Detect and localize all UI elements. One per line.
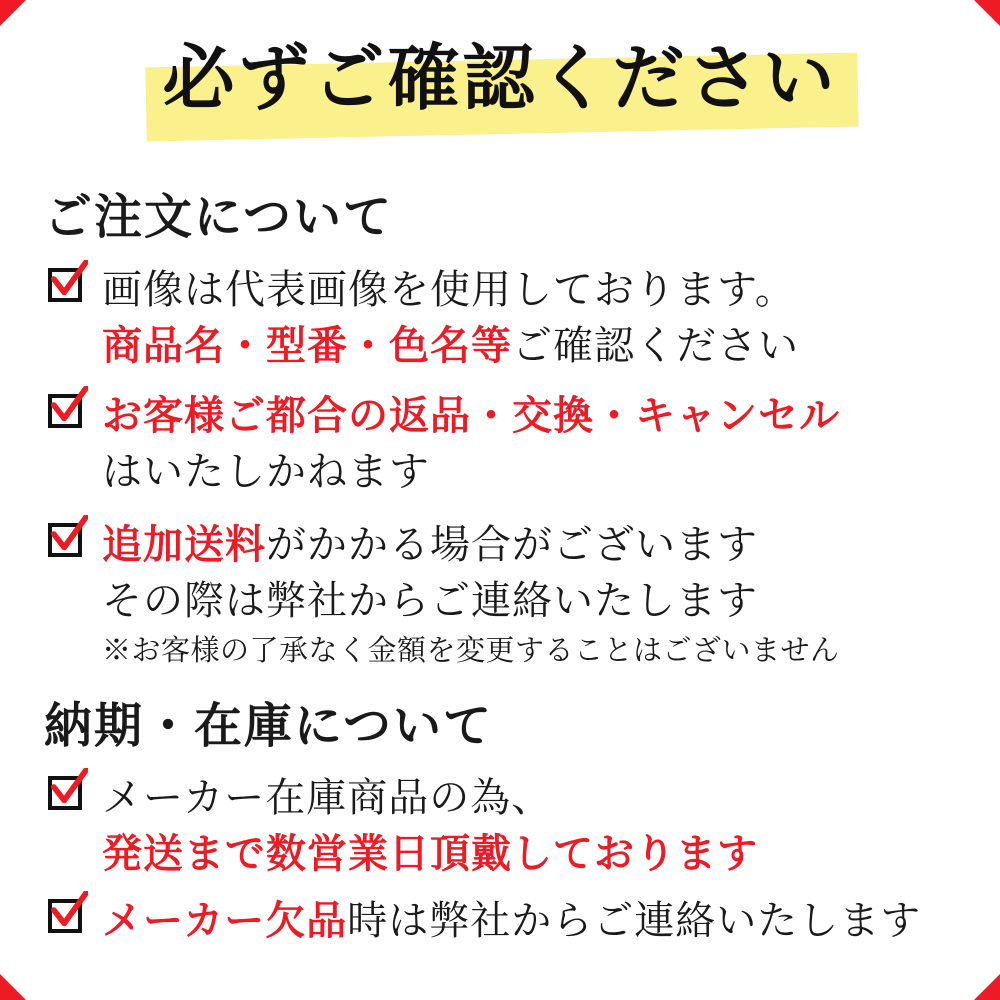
notice-item-3-line-2	[102, 573, 976, 629]
section-heading-delivery-stock: 納期・在庫について	[44, 700, 494, 753]
notice-item-2-line-1	[102, 388, 976, 444]
notice-item-3-line-2-black: その際は弊社からご連絡いたします	[102, 578, 758, 623]
notice-item-5	[46, 893, 976, 949]
notice-item-5-line-1	[102, 893, 976, 949]
notice-item-1-line-2-black: ご確認ください	[512, 323, 799, 368]
page-title-block	[0, 36, 1000, 122]
notice-item-2-line-2-black: はいたしかねます	[102, 449, 430, 494]
notice-item-4	[46, 770, 976, 882]
notice-item-3-note-text: ※お客様の了承なく金額を変更することはございません	[102, 635, 840, 667]
notice-item-4-line-2-red: 発送まで数営業日頂戴しております	[102, 831, 758, 876]
notice-item-4-line-1	[102, 770, 976, 826]
notice-item-4-line-1-black: メーカー在庫商品の為、	[102, 775, 553, 820]
notice-item-2-line-2	[102, 444, 976, 500]
checkbox-checked-icon	[46, 774, 88, 816]
notice-item-3-line-1	[102, 517, 976, 573]
notice-item-5-line-1-red: メーカー欠品	[102, 898, 348, 943]
checkbox-checked-icon	[46, 392, 88, 434]
notice-item-1	[46, 262, 976, 374]
notice-item-4-line-2	[102, 826, 976, 882]
notice-item-1-line-2	[102, 318, 976, 374]
notice-item-3-line-1-black: がかかる場合がございます	[266, 522, 758, 567]
notice-item-3	[46, 517, 976, 673]
notice-item-3-line-1-red: 追加送料	[102, 522, 266, 567]
section-heading-order: ご注文について	[44, 191, 394, 244]
notice-item-2-line-1-red: お客様ご都合の返品・交換・キャンセル	[102, 393, 840, 438]
checkbox-checked-icon	[46, 897, 88, 939]
notice-item-1-line-1-text: 画像は代表画像を使用しております。	[102, 267, 796, 312]
checkbox-checked-icon	[46, 521, 88, 563]
notice-item-2	[46, 388, 976, 500]
page-title: 必ずご確認ください	[162, 39, 838, 119]
checkbox-checked-icon	[46, 266, 88, 308]
notice-item-1-line-1	[102, 262, 976, 318]
notice-item-5-line-1-black: 時は弊社からご連絡いたします	[347, 898, 922, 943]
notice-item-1-line-2-red: 商品名・型番・色名等	[102, 323, 512, 368]
notice-item-3-note	[102, 629, 976, 673]
